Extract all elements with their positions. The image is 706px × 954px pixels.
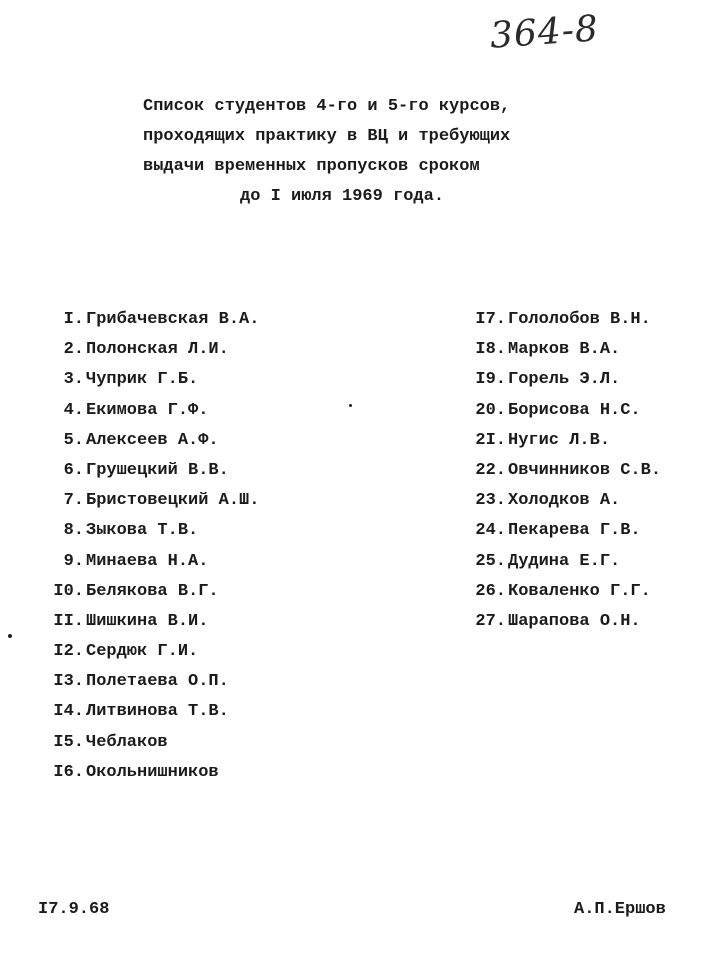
- title-line: проходящих практику в ВЦ и требующих: [143, 127, 511, 146]
- student-list-item: [34, 365, 259, 395]
- student-name: Полонская Л.И.: [86, 340, 229, 360]
- student-name: Окольнишников: [86, 762, 219, 782]
- student-list-item: [34, 758, 259, 788]
- title-line: Список студентов 4-го и 5-го курсов,: [143, 97, 511, 116]
- student-list-item: [456, 486, 661, 516]
- student-list-item: [34, 335, 259, 365]
- student-name: Зыкова Т.В.: [86, 521, 199, 541]
- student-list-item: [456, 365, 661, 395]
- student-number: 20.: [475, 400, 506, 420]
- student-list-item: [456, 335, 661, 365]
- student-number: I3.: [53, 672, 84, 692]
- student-name: Холодков А.: [508, 491, 621, 511]
- student-name: Грибачевская В.А.: [86, 310, 260, 329]
- student-list-item: [34, 396, 259, 426]
- student-name: Сердюк Г.И.: [86, 642, 199, 662]
- student-list-item: [34, 486, 259, 516]
- student-number: I4.: [53, 702, 84, 722]
- student-number: I.: [63, 310, 84, 329]
- student-name: Нугис Л.В.: [508, 430, 611, 450]
- document-date: I7.9.68: [38, 900, 110, 919]
- student-name: Марков В.А.: [508, 340, 621, 360]
- student-number: 8.: [63, 521, 84, 541]
- student-name: Литвинова Т.В.: [86, 702, 229, 722]
- student-number: 27.: [475, 611, 506, 631]
- student-list-item: [456, 607, 661, 637]
- student-name: Минаева Н.А.: [86, 551, 209, 571]
- student-number: 3.: [63, 370, 84, 390]
- signature-name: А.П.Ершов: [574, 900, 666, 919]
- student-number: 2.: [63, 340, 84, 360]
- student-name: Полетаева О.П.: [86, 672, 229, 692]
- student-name: Чеблаков: [86, 732, 168, 752]
- student-number: I0.: [53, 581, 84, 601]
- student-number: I5.: [53, 732, 84, 752]
- student-number: 26.: [475, 581, 506, 601]
- student-list-item: [34, 456, 259, 486]
- student-name: Овчинников С.В.: [508, 460, 662, 480]
- student-name: Коваленко Г.Г.: [508, 581, 651, 601]
- student-list-item: [34, 697, 259, 727]
- student-list-item: [34, 305, 259, 335]
- student-list-item: [456, 577, 661, 607]
- student-name: Горель Э.Л.: [508, 370, 621, 390]
- student-number: 24.: [475, 521, 506, 541]
- student-number: 9.: [63, 551, 84, 571]
- student-name: Алексеев А.Ф.: [86, 430, 219, 450]
- student-name: Шарапова О.Н.: [508, 611, 641, 631]
- student-number: I8.: [475, 340, 506, 360]
- student-name: Шишкина В.И.: [86, 611, 209, 631]
- student-number: I6.: [53, 762, 84, 782]
- student-name: Грушецкий В.В.: [86, 460, 229, 480]
- student-list-item: [456, 547, 661, 577]
- student-number: I7.: [475, 310, 506, 329]
- student-list-item: [34, 577, 259, 607]
- archive-number-handwritten: 364-8: [488, 8, 601, 57]
- student-number: 22.: [475, 460, 506, 480]
- student-number: I2.: [53, 642, 84, 662]
- student-list-item: [456, 396, 661, 426]
- student-list-item: [34, 607, 259, 637]
- student-list-item: [34, 667, 259, 697]
- student-number: 4.: [63, 400, 84, 420]
- student-list-item: [34, 728, 259, 758]
- student-name: Борисова Н.С.: [508, 400, 641, 420]
- student-number: 5.: [63, 430, 84, 450]
- student-name: Екимова Г.Ф.: [86, 400, 209, 420]
- student-list-right: [456, 305, 661, 637]
- student-list-item: [34, 547, 259, 577]
- student-number: 25.: [475, 551, 506, 571]
- student-name: Бристовецкий А.Ш.: [86, 491, 260, 511]
- student-number: 6.: [63, 460, 84, 480]
- student-number: 23.: [475, 491, 506, 511]
- student-list-item: [34, 426, 259, 456]
- student-name: Чуприк Г.Б.: [86, 370, 199, 390]
- student-list-item: [34, 637, 259, 667]
- student-name: Белякова В.Г.: [86, 581, 219, 601]
- title-line: до I июля 1969 года.: [240, 187, 445, 206]
- student-list-item: [456, 516, 661, 546]
- paper-speck: [8, 634, 12, 638]
- student-list-item: [456, 456, 661, 486]
- student-name: Гололобов В.Н.: [508, 310, 651, 329]
- student-name: Пекарева Г.В.: [508, 521, 641, 541]
- student-number: I9.: [475, 370, 506, 390]
- paper-speck: [349, 404, 352, 407]
- title-line: выдачи временных пропусков сроком: [143, 157, 480, 176]
- student-list-item: [456, 305, 661, 335]
- student-number: 7.: [63, 491, 84, 511]
- student-number: II.: [53, 611, 84, 631]
- student-number: 2I.: [475, 430, 506, 450]
- student-list-left: [34, 305, 259, 788]
- student-list-item: [34, 516, 259, 546]
- student-name: Дудина Е.Г.: [508, 551, 621, 571]
- student-list-item: [456, 426, 661, 456]
